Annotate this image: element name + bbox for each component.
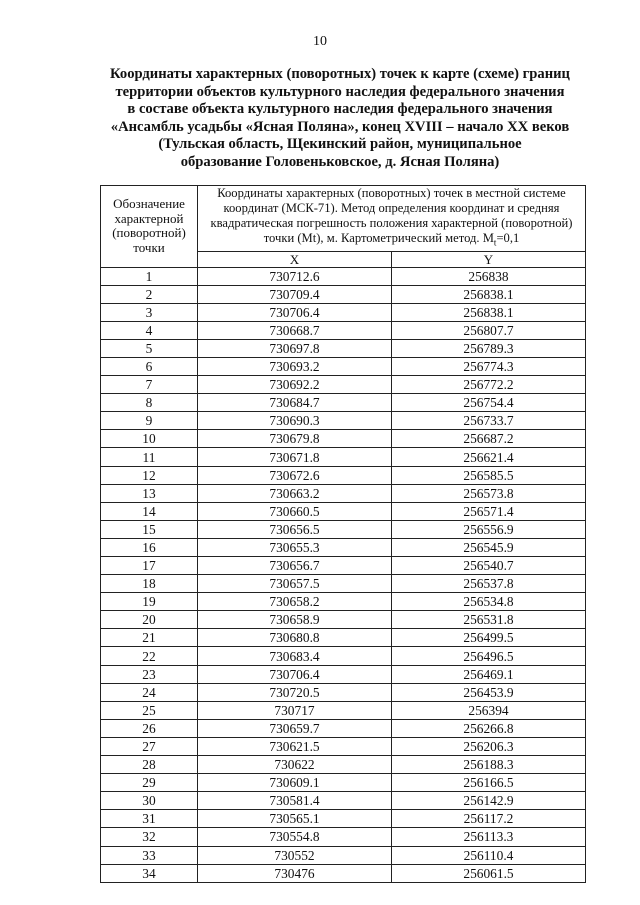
point-number-cell: 15 — [101, 520, 198, 538]
y-coordinate-cell: 256117.2 — [392, 810, 586, 828]
y-coordinate-cell: 256531.8 — [392, 611, 586, 629]
point-number-cell: 34 — [101, 864, 198, 882]
y-coordinate-cell: 256206.3 — [392, 737, 586, 755]
x-coordinate-cell: 730552 — [198, 846, 392, 864]
table-row — [101, 593, 586, 611]
point-number-cell: 16 — [101, 538, 198, 556]
y-coordinate-cell: 256545.9 — [392, 538, 586, 556]
x-coordinate-cell: 730656.7 — [198, 557, 392, 575]
x-coordinate-cell: 730706.4 — [198, 665, 392, 683]
x-coordinate-cell: 730663.2 — [198, 484, 392, 502]
x-coordinate-cell: 730717 — [198, 701, 392, 719]
y-coordinate-cell: 256142.9 — [392, 792, 586, 810]
y-coordinate-cell: 256496.5 — [392, 647, 586, 665]
header-desc-text: Координаты характерных (поворотных) точек в местной системе координат (МСК-71). Метод определения координат и средняя квадратическая погрешность положения характерной (поворотной) точки (Mt), м. Картометрический метод. M — [210, 186, 573, 245]
table-row — [101, 339, 586, 357]
y-coordinate-cell: 256585.5 — [392, 466, 586, 484]
point-number-cell: 5 — [101, 339, 198, 357]
table-row — [101, 376, 586, 394]
point-number-cell: 10 — [101, 430, 198, 448]
title-line: образование Головеньковское, д. Ясная Поляна) — [180, 153, 500, 170]
table-row — [101, 538, 586, 556]
y-coordinate-cell: 256621.4 — [392, 448, 586, 466]
point-number-cell: 14 — [101, 502, 198, 520]
x-coordinate-cell: 730659.7 — [198, 719, 392, 737]
table-row — [101, 575, 586, 593]
y-coordinate-cell: 256838.1 — [392, 285, 586, 303]
point-number-cell: 9 — [101, 412, 198, 430]
point-number-cell: 25 — [101, 701, 198, 719]
x-coordinate-cell: 730565.1 — [198, 810, 392, 828]
y-coordinate-cell: 256166.5 — [392, 774, 586, 792]
point-number-cell: 23 — [101, 665, 198, 683]
table-row — [101, 683, 586, 701]
x-coordinate-cell: 730697.8 — [198, 339, 392, 357]
x-coordinate-cell: 730554.8 — [198, 828, 392, 846]
point-number-cell: 24 — [101, 683, 198, 701]
table-row — [101, 629, 586, 647]
table-row — [101, 611, 586, 629]
x-coordinate-cell: 730693.2 — [198, 357, 392, 375]
table-row — [101, 357, 586, 375]
table-row — [101, 412, 586, 430]
y-coordinate-cell: 256838.1 — [392, 303, 586, 321]
x-coordinate-cell: 730679.8 — [198, 430, 392, 448]
title-line: «Ансамбль усадьбы «Ясная Поляна», конец XVIII – начало XX веков — [110, 118, 570, 135]
x-coordinate-cell: 730684.7 — [198, 394, 392, 412]
table-row — [101, 737, 586, 755]
point-number-cell: 29 — [101, 774, 198, 792]
y-coordinate-cell: 256556.9 — [392, 520, 586, 538]
y-coordinate-cell: 256838 — [392, 267, 586, 285]
x-coordinate-cell: 730476 — [198, 864, 392, 882]
x-coordinate-cell: 730720.5 — [198, 683, 392, 701]
table-row — [101, 756, 586, 774]
table-row — [101, 448, 586, 466]
x-coordinate-cell: 730656.5 — [198, 520, 392, 538]
table-row — [101, 484, 586, 502]
x-coordinate-cell: 730609.1 — [198, 774, 392, 792]
title-line: Координаты характерных (поворотных) точек к карте (схеме) границ — [110, 66, 570, 82]
title-line: (Тульская область, Щекинский район, муниципальное — [158, 136, 522, 153]
x-coordinate-cell: 730660.5 — [198, 502, 392, 520]
y-coordinate-cell: 256453.9 — [392, 683, 586, 701]
table-row — [101, 810, 586, 828]
table-row — [101, 719, 586, 737]
x-coordinate-cell: 730672.6 — [198, 466, 392, 484]
x-coordinate-cell: 730655.3 — [198, 538, 392, 556]
point-number-cell: 7 — [101, 376, 198, 394]
y-coordinate-cell: 256733.7 — [392, 412, 586, 430]
x-coordinate-cell: 730668.7 — [198, 321, 392, 339]
point-number-cell: 2 — [101, 285, 198, 303]
y-coordinate-cell: 256754.4 — [392, 394, 586, 412]
header-x: X — [198, 251, 392, 267]
point-number-cell: 17 — [101, 557, 198, 575]
table-row — [101, 466, 586, 484]
x-coordinate-cell: 730657.5 — [198, 575, 392, 593]
point-number-cell: 20 — [101, 611, 198, 629]
x-coordinate-cell: 730683.4 — [198, 647, 392, 665]
point-number-cell: 27 — [101, 737, 198, 755]
point-number-cell: 13 — [101, 484, 198, 502]
table-row — [101, 828, 586, 846]
x-coordinate-cell: 730581.4 — [198, 792, 392, 810]
x-coordinate-cell: 730706.4 — [198, 303, 392, 321]
point-number-cell: 18 — [101, 575, 198, 593]
y-coordinate-cell: 256188.3 — [392, 756, 586, 774]
table-row — [101, 647, 586, 665]
y-coordinate-cell: 256772.2 — [392, 376, 586, 394]
point-number-cell: 21 — [101, 629, 198, 647]
y-coordinate-cell: 256537.8 — [392, 575, 586, 593]
header-desc-tail: =0,1 — [496, 231, 520, 245]
x-coordinate-cell: 730671.8 — [198, 448, 392, 466]
y-coordinate-cell: 256110.4 — [392, 846, 586, 864]
y-coordinate-cell: 256571.4 — [392, 502, 586, 520]
y-coordinate-cell: 256789.3 — [392, 339, 586, 357]
table-row — [101, 394, 586, 412]
y-coordinate-cell: 256774.3 — [392, 357, 586, 375]
table-row — [101, 665, 586, 683]
table-row — [101, 792, 586, 810]
header-coordinates-description — [198, 186, 586, 252]
point-number-cell: 1 — [101, 267, 198, 285]
page-number: 10 — [313, 34, 327, 49]
table-row — [101, 267, 586, 285]
y-coordinate-cell: 256807.7 — [392, 321, 586, 339]
point-number-cell: 8 — [101, 394, 198, 412]
point-number-cell: 19 — [101, 593, 198, 611]
point-number-cell: 11 — [101, 448, 198, 466]
y-coordinate-cell: 256113.3 — [392, 828, 586, 846]
point-number-cell: 32 — [101, 828, 198, 846]
y-coordinate-cell: 256573.8 — [392, 484, 586, 502]
table-row — [101, 430, 586, 448]
y-coordinate-cell: 256540.7 — [392, 557, 586, 575]
point-number-cell: 28 — [101, 756, 198, 774]
point-number-cell: 31 — [101, 810, 198, 828]
x-coordinate-cell: 730622 — [198, 756, 392, 774]
table-row — [101, 321, 586, 339]
table-row — [101, 846, 586, 864]
x-coordinate-cell: 730709.4 — [198, 285, 392, 303]
x-coordinate-cell: 730712.6 — [198, 267, 392, 285]
x-coordinate-cell: 730680.8 — [198, 629, 392, 647]
table-row — [101, 520, 586, 538]
header-y: Y — [392, 251, 586, 267]
table-row — [101, 285, 586, 303]
y-coordinate-cell: 256534.8 — [392, 593, 586, 611]
title-line: в составе объекта культурного наследия федерального значения — [127, 101, 553, 118]
x-coordinate-cell: 730690.3 — [198, 412, 392, 430]
coordinates-table — [100, 185, 586, 883]
point-number-cell: 4 — [101, 321, 198, 339]
point-number-cell: 6 — [101, 357, 198, 375]
table-body — [101, 267, 586, 882]
y-coordinate-cell: 256499.5 — [392, 629, 586, 647]
y-coordinate-cell: 256469.1 — [392, 665, 586, 683]
table-row — [101, 774, 586, 792]
y-coordinate-cell: 256394 — [392, 701, 586, 719]
x-coordinate-cell: 730658.2 — [198, 593, 392, 611]
y-coordinate-cell: 256687.2 — [392, 430, 586, 448]
table-row — [101, 864, 586, 882]
header-desc-subscript: t — [493, 237, 497, 248]
header-point-id: Обозначение характерной (поворотной) точки — [101, 186, 198, 268]
point-number-cell: 26 — [101, 719, 198, 737]
point-number-cell: 3 — [101, 303, 198, 321]
table-row — [101, 701, 586, 719]
document-title — [90, 66, 590, 172]
title-line: территории объектов культурного наследия федерального значения — [115, 83, 565, 100]
table-row — [101, 303, 586, 321]
point-number-cell: 33 — [101, 846, 198, 864]
table-row — [101, 502, 586, 520]
x-coordinate-cell: 730621.5 — [198, 737, 392, 755]
x-coordinate-cell: 730658.9 — [198, 611, 392, 629]
y-coordinate-cell: 256266.8 — [392, 719, 586, 737]
x-coordinate-cell: 730692.2 — [198, 376, 392, 394]
y-coordinate-cell: 256061.5 — [392, 864, 586, 882]
point-number-cell: 12 — [101, 466, 198, 484]
point-number-cell: 22 — [101, 647, 198, 665]
point-number-cell: 30 — [101, 792, 198, 810]
table-row — [101, 557, 586, 575]
